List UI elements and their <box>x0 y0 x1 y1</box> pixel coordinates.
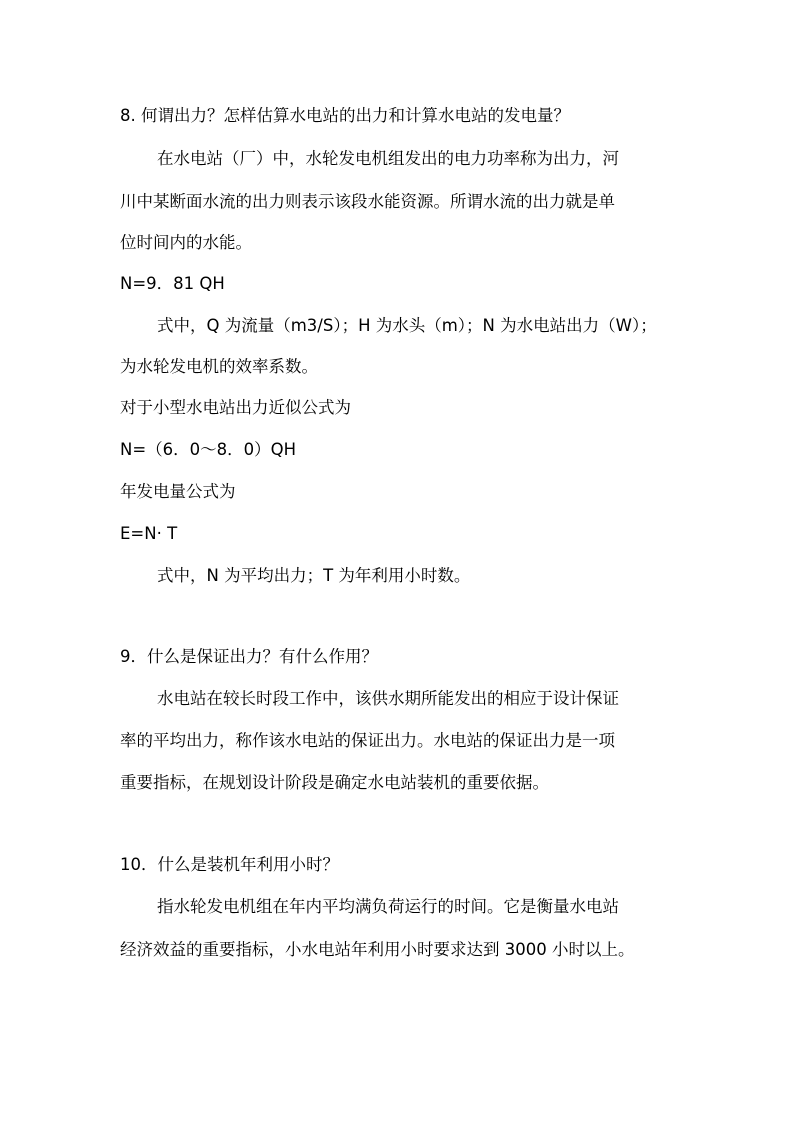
question-9-paragraph-line-2: 率的平均出力，称作该水电站的保证出力。水电站的保证出力是一项 <box>120 731 615 750</box>
annual-generation-label: 年发电量公式为 <box>120 482 236 501</box>
question-8-paragraph-line-3: 位时间内的水能。 <box>120 233 252 252</box>
question-10-title: 10．什么是装机年利用小时？ <box>120 855 339 874</box>
small-station-formula: N=（6．0～8．0）QH <box>120 440 297 459</box>
formula-output: N=9．81 QH <box>120 274 225 293</box>
small-station-formula-label: 对于小型水电站出力近似公式为 <box>120 398 351 417</box>
question-10-paragraph-line-2: 经济效益的重要指标，小水电站年利用小时要求达到 3000 小时以上。 <box>120 940 635 959</box>
question-8-title: 8. 何谓出力？怎样估算水电站的出力和计算水电站的发电量？ <box>120 106 570 125</box>
formula-explanation-line-1: 式中，Q 为流量（m3/S）；H 为水头（m）；N 为水电站出力（W）； <box>157 316 657 335</box>
question-9-title: 9．什么是保证出力？有什么作用？ <box>120 647 378 666</box>
annual-formula-explanation: 式中，N 为平均出力；T 为年利用小时数。 <box>157 566 471 585</box>
question-8-paragraph-line-1: 在水电站（厂）中，水轮发电机组发出的电力功率称为出力，河 <box>157 149 619 168</box>
annual-generation-formula: E=N· T <box>120 524 178 543</box>
question-9-paragraph-line-3: 重要指标，在规划设计阶段是确定水电站装机的重要依据。 <box>120 773 549 792</box>
formula-explanation-line-2: 为水轮发电机的效率系数。 <box>120 357 318 376</box>
question-9-paragraph-line-1: 水电站在较长时段工作中，该供水期所能发出的相应于设计保证 <box>157 689 619 708</box>
question-10-paragraph-line-1: 指水轮发电机组在年内平均满负荷运行的时间。它是衡量水电站 <box>157 897 619 916</box>
question-8-paragraph-line-2: 川中某断面水流的出力则表示该段水能资源。所谓水流的出力就是单 <box>120 192 615 211</box>
